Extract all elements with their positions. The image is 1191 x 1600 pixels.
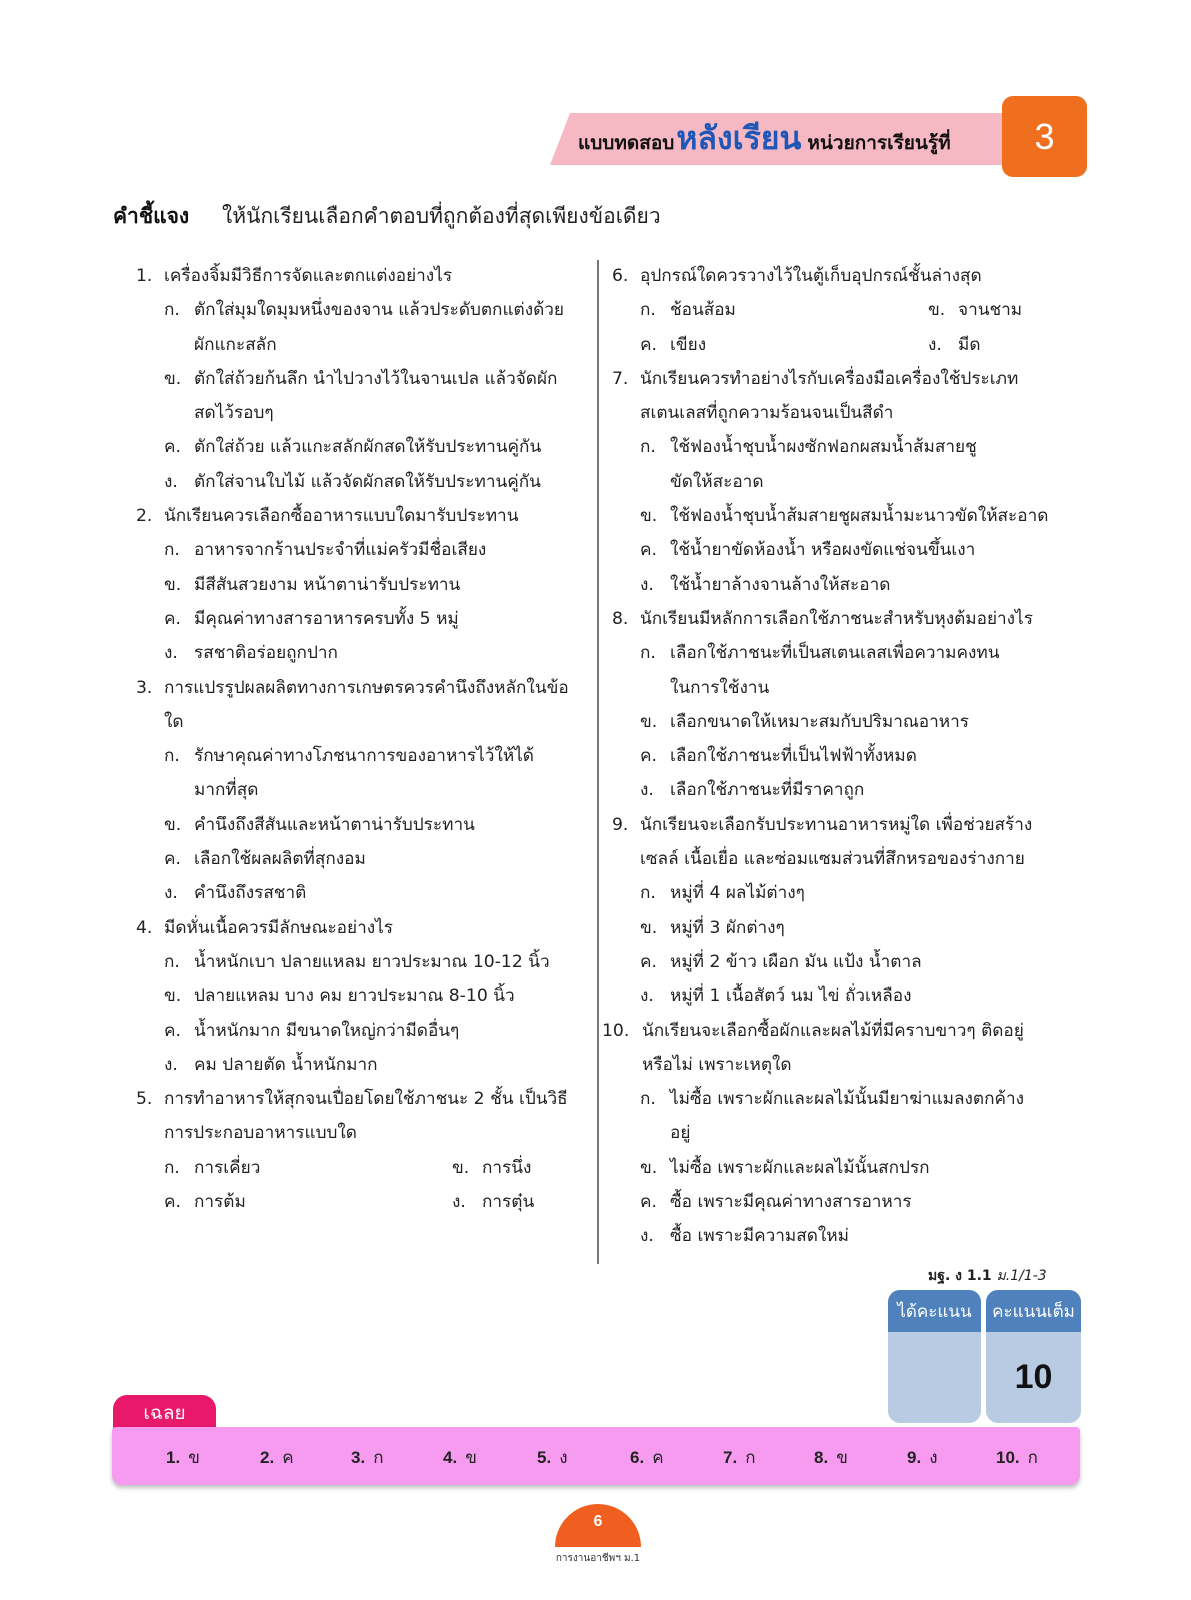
question-number: 4. — [136, 917, 153, 938]
option-text-line: ตักใส่ถ้วย แล้วแกะสลักผักสดให้รับประทานคู่กัน — [194, 437, 542, 458]
option-letter: ค. — [164, 608, 181, 629]
option-text-line: จานชาม — [958, 300, 1023, 321]
answer-number: 10. — [996, 1448, 1020, 1467]
option-letter: ค. — [640, 334, 657, 355]
question-text-line: สเตนเลสที่ถูกความร้อนจนเป็นสีดำ — [640, 403, 894, 424]
option-text — [958, 335, 981, 355]
option-text-line: ปลายแหลม บาง คม ยาวประมาณ 8-10 นิ้ว — [194, 986, 515, 1007]
option-text-line: ใช้ฟองน้ำชุบน้ำส้มสายชูผสมน้ำมะนาวขัดให้สะอาด — [670, 506, 1049, 527]
score-earned-box — [888, 1290, 981, 1423]
option-text-line: เลือกขนาดให้เหมาะสมกับปริมาณอาหาร — [670, 711, 969, 732]
answer-choice: ง — [929, 1448, 938, 1468]
answer-option — [612, 876, 1067, 910]
option-text — [194, 609, 459, 629]
answer-option — [136, 465, 586, 499]
question-stem — [136, 671, 586, 740]
option-letter: ข. — [164, 986, 182, 1007]
option-text-line: คม ปลายตัด น้ำหนักมาก — [194, 1054, 378, 1075]
question-3 — [136, 671, 586, 911]
option-text-line: มีด — [958, 334, 981, 355]
option-text — [194, 643, 338, 663]
column-divider — [597, 260, 599, 1264]
question-10 — [602, 1014, 1067, 1254]
question-text-line: การทำอาหารให้สุกจนเปื่อยโดยใช้ภาชนะ 2 ชั้น เป็นวิธี — [164, 1089, 568, 1110]
option-text-line: ซื้อ เพราะมีความสดใหม่ — [670, 1226, 849, 1247]
answer-item — [443, 1444, 477, 1471]
option-letter: ข. — [640, 711, 658, 732]
option-letter: ก. — [640, 1089, 656, 1110]
answer-number: 5. — [537, 1448, 552, 1467]
option-text-line: เลือกใช้ภาชนะที่เป็นไฟฟ้าทั้งหมด — [670, 746, 917, 767]
option-text — [194, 952, 550, 972]
question-stem — [136, 259, 586, 293]
option-text — [670, 746, 917, 766]
question-stem — [612, 259, 1067, 293]
question-number: 7. — [612, 368, 629, 389]
question-text — [164, 266, 452, 286]
question-5 — [136, 1082, 586, 1219]
answer-number: 3. — [351, 1448, 366, 1467]
answer-option — [136, 636, 586, 670]
option-row — [136, 1151, 586, 1185]
answer-option — [136, 293, 586, 362]
option-text-line: ใช้น้ำยาล้างจานล้างให้สะอาด — [670, 574, 891, 595]
answer-option — [612, 568, 1067, 602]
question-text — [164, 918, 393, 938]
option-text — [958, 300, 1022, 320]
option-text-line: ในการใช้งาน — [670, 677, 770, 698]
option-letter: ค. — [164, 1020, 181, 1041]
option-letter: ค. — [164, 849, 181, 870]
answer-choice: ค — [652, 1448, 664, 1468]
header-title — [578, 118, 978, 162]
question-text-line: นักเรียนมีหลักการเลือกใช้ภาชนะสำหรับหุงต้มอย่างไร — [640, 608, 1033, 629]
question-stem — [136, 911, 586, 945]
answer-option — [612, 945, 1067, 979]
answer-option — [612, 979, 1067, 1013]
option-letter: ก. — [164, 746, 180, 767]
answer-item — [814, 1444, 848, 1471]
option-letter: ง. — [164, 883, 178, 904]
score-full-label: คะแนนเต็ม — [986, 1290, 1081, 1332]
answer-choice: ค — [282, 1448, 294, 1468]
option-letter: ข. — [640, 917, 658, 938]
instruction-label: คำชี้แจง — [113, 203, 190, 228]
option-letter: ง. — [640, 1226, 654, 1247]
question-stem — [612, 362, 1067, 431]
answer-item — [537, 1444, 568, 1471]
option-text-line: ไม่ซื้อ เพราะผักและผลไม้นั้นสกปรก — [670, 1157, 930, 1178]
option-text — [670, 643, 999, 697]
question-number: 3. — [136, 677, 153, 698]
question-text-line: การแปรรูปผลผลิตทางการเกษตรควรคำนึงถึงหลักในข้อ — [164, 677, 569, 698]
option-text-line: มีคุณค่าทางสารอาหารครบทั้ง 5 หมู่ — [194, 608, 459, 629]
question-8 — [612, 602, 1067, 808]
option-text — [670, 335, 706, 355]
question-stem — [602, 1014, 1067, 1083]
answer-option — [136, 808, 586, 842]
question-text — [640, 609, 1033, 629]
answer-option — [612, 739, 1067, 773]
standard-code: มฐ. ง 1.1 — [928, 1268, 992, 1284]
answer-option — [612, 636, 1067, 705]
option-text-line: น้ำหนักเบา ปลายแหลม ยาวประมาณ 10-12 นิ้ว — [194, 951, 550, 972]
book-title: การงานอาชีพฯ ม.1 — [555, 1553, 641, 1564]
option-letter: ง. — [640, 986, 654, 1007]
answer-item — [260, 1444, 294, 1471]
option-text — [194, 575, 460, 595]
answer-choice: ก — [1027, 1448, 1038, 1468]
question-text — [164, 506, 518, 526]
option-text — [670, 883, 805, 903]
answer-option — [136, 1185, 424, 1219]
question-6 — [612, 259, 1067, 362]
option-text — [194, 472, 541, 492]
option-text-line: คำนึงถึงสีสันและหน้าตาน่ารับประทาน — [194, 814, 475, 835]
option-text — [670, 1158, 930, 1178]
option-letter: ข. — [640, 506, 658, 527]
answer-option — [136, 533, 586, 567]
score-full-box — [986, 1290, 1081, 1423]
question-text — [640, 815, 1032, 869]
option-letter: ก. — [640, 300, 656, 321]
answer-option — [900, 293, 1022, 327]
option-text — [482, 1192, 534, 1212]
option-text-line: น้ำหนักมาก มีขนาดใหญ่กว่ามีดอื่นๆ — [194, 1020, 460, 1041]
option-text-line: รสชาติอร่อยถูกปาก — [194, 643, 338, 664]
instruction-text: ให้นักเรียนเลือกคำตอบที่ถูกต้องที่สุดเพียงข้อเดียว — [222, 204, 661, 228]
question-9 — [612, 808, 1067, 1014]
option-text — [194, 437, 541, 457]
question-number: 6. — [612, 266, 629, 286]
answer-option — [612, 1151, 1067, 1185]
question-stem — [136, 1082, 586, 1151]
option-letter: ข. — [164, 574, 182, 595]
question-stem — [136, 499, 586, 533]
option-text-line: ตักใส่ถ้วยก้นลึก นำไปวางไว้ในจานเปล แล้วจัดผัก — [194, 368, 558, 389]
option-text — [194, 849, 366, 869]
option-text-line: สดไว้รอบๆ — [194, 403, 274, 424]
answer-number: 8. — [814, 1448, 829, 1467]
option-text — [670, 575, 890, 595]
answer-option — [424, 1151, 531, 1185]
answer-key-tab: เฉลย — [113, 1395, 216, 1431]
option-text-line: หมู่ที่ 3 ผักต่างๆ — [670, 917, 785, 938]
question-number: 5. — [136, 1089, 153, 1110]
option-letter: ค. — [164, 1192, 181, 1213]
option-letter: ง. — [164, 471, 178, 492]
question-text — [640, 369, 1018, 423]
option-text-line: เลือกใช้ภาชนะที่มีราคาถูก — [670, 780, 865, 801]
option-text — [670, 1192, 912, 1212]
answer-item — [996, 1444, 1038, 1471]
learning-standard — [928, 1265, 1047, 1287]
questions-left-column — [136, 259, 586, 1219]
option-text-line: หมู่ที่ 2 ข้าว เผือก มัน แป้ง น้ำตาล — [670, 951, 922, 972]
question-text-line: นักเรียนควรทำอย่างไรกับเครื่องมือเครื่องใช้ประเภท — [640, 368, 1019, 389]
standard-indicator: ม.1/1-3 — [996, 1268, 1047, 1284]
option-row — [612, 328, 1067, 362]
option-letter: ก. — [640, 437, 656, 458]
question-2 — [136, 499, 586, 670]
option-letter: ง. — [928, 334, 942, 355]
option-letter: ก. — [640, 883, 656, 904]
option-text — [194, 300, 564, 354]
option-letter: ง. — [452, 1192, 466, 1213]
option-text-line: รักษาคุณค่าทางโภชนาการของอาหารไว้ให้ได้ — [194, 746, 534, 767]
answer-option — [612, 705, 1067, 739]
option-letter: ก. — [164, 951, 180, 972]
score-full-value: 10 — [1014, 1358, 1053, 1396]
option-text-line: เลือกใช้ภาชนะที่เป็นสเตนเลสเพื่อความคงทน — [670, 643, 1000, 664]
option-text-line: การนึ่ง — [482, 1157, 532, 1178]
question-text — [164, 678, 569, 732]
question-1 — [136, 259, 586, 499]
option-text-line: ตักใส่มุมใดมุมหนึ่งของจาน แล้วประดับตกแต่งด้วย — [194, 300, 564, 321]
answer-option — [612, 430, 1067, 499]
option-letter: ง. — [164, 1054, 178, 1075]
option-text — [670, 437, 977, 491]
answer-option — [136, 1014, 586, 1048]
option-text-line: ใช้ฟองน้ำชุบน้ำผงซักฟอกผสมน้ำส้มสายชู — [670, 437, 977, 458]
questions-right-column — [602, 259, 1067, 1254]
question-text — [642, 1021, 1024, 1075]
option-text-line: เลือกใช้ผลผลิตที่สุกงอม — [194, 849, 366, 870]
option-text-line: การตุ๋น — [482, 1192, 535, 1213]
option-row — [136, 1185, 586, 1219]
question-number: 10. — [602, 1020, 630, 1041]
option-text-line: ไม่ซื้อ เพราะผักและผลไม้นั้นมียาฆ่าแมลงตกค้าง — [670, 1089, 1025, 1110]
answer-option — [136, 1151, 424, 1185]
option-letter: ก. — [164, 540, 180, 561]
option-text-line: หมู่ที่ 4 ผลไม้ต่างๆ — [670, 883, 805, 904]
answer-option — [136, 945, 586, 979]
option-text-line: การเคี่ยว — [194, 1157, 261, 1178]
answer-option — [136, 876, 586, 910]
answer-number: 2. — [260, 1448, 275, 1467]
answer-item — [630, 1444, 664, 1471]
score-earned-label: ได้คะแนน — [888, 1290, 981, 1332]
option-letter: ก. — [164, 1157, 180, 1178]
option-text — [670, 712, 969, 732]
answer-option — [136, 362, 586, 431]
answer-choice: ก — [373, 1448, 384, 1468]
answer-option — [136, 602, 586, 636]
option-text — [194, 746, 534, 800]
answer-item — [723, 1444, 755, 1471]
option-text — [670, 1226, 849, 1246]
answer-option — [612, 499, 1067, 533]
header-highlight: หลังเรียน — [676, 119, 802, 157]
option-text-line: เขียง — [670, 334, 707, 355]
question-stem — [612, 808, 1067, 877]
answer-option — [612, 1185, 1067, 1219]
question-text-line: หรือไม่ เพราะเหตุใด — [642, 1054, 792, 1075]
answer-number: 1. — [166, 1448, 181, 1467]
option-text-line: อาหารจากร้านประจำที่แม่ครัวมีชื่อเสียง — [194, 540, 487, 561]
question-stem — [612, 602, 1067, 636]
option-letter: ค. — [164, 437, 181, 458]
answer-option — [612, 911, 1067, 945]
option-text-line: ตักใส่จานใบไม้ แล้วจัดผักสดให้รับประทานคู่กัน — [194, 471, 541, 492]
option-text — [194, 540, 486, 560]
unit-number-badge: 3 — [1002, 96, 1087, 177]
answer-item — [351, 1444, 383, 1471]
option-text — [194, 1158, 260, 1178]
option-letter: ค. — [640, 1192, 657, 1213]
question-number: 8. — [612, 608, 629, 629]
question-text-line: ใด — [164, 711, 184, 732]
option-text-line: ช้อนส้อม — [670, 300, 736, 321]
answer-option — [612, 328, 900, 362]
option-letter: ก. — [164, 300, 180, 321]
question-text-line: มีดหั่นเนื้อควรมีลักษณะอย่างไร — [164, 917, 393, 938]
answer-option — [612, 293, 900, 327]
answer-item — [166, 1444, 200, 1471]
answer-choice: ข — [465, 1448, 477, 1468]
option-text-line: การต้ม — [194, 1192, 246, 1213]
answer-option — [900, 328, 981, 362]
option-text-line: ซื้อ เพราะมีคุณค่าทางสารอาหาร — [670, 1192, 912, 1213]
answer-number: 4. — [443, 1448, 458, 1467]
option-letter: ข. — [928, 300, 946, 321]
option-text-line: อยู่ — [670, 1123, 691, 1144]
answer-option — [136, 979, 586, 1013]
answer-option — [136, 430, 586, 464]
answer-option — [612, 533, 1067, 567]
option-letter: ค. — [640, 746, 657, 767]
page-number: 6 — [555, 1504, 641, 1547]
option-letter: ง. — [164, 643, 178, 664]
answer-option — [612, 773, 1067, 807]
option-text-line: คำนึงถึงรสชาติ — [194, 883, 307, 904]
answer-choice: ก — [745, 1448, 756, 1468]
question-text-line: เครื่องจิ้มมีวิธีการจัดและตกแต่งอย่างไร — [164, 266, 453, 286]
option-text — [670, 780, 864, 800]
option-text-line: ผักแกะสลัก — [194, 334, 277, 355]
option-row — [612, 293, 1067, 327]
answer-number: 7. — [723, 1448, 738, 1467]
option-text — [482, 1158, 531, 1178]
option-text-line: ขัดให้สะอาด — [670, 471, 764, 492]
option-text — [670, 952, 922, 972]
option-text-line: หมู่ที่ 1 เนื้อสัตว์ นม ไข่ ถั่วเหลือง — [670, 986, 912, 1007]
answer-option — [612, 1219, 1067, 1253]
option-text — [194, 369, 557, 423]
answer-number: 9. — [907, 1448, 922, 1467]
question-number: 1. — [136, 266, 153, 286]
option-letter: ง. — [640, 574, 654, 595]
header-prefix: แบบทดสอบ — [578, 132, 675, 154]
answer-choice: ง — [559, 1448, 568, 1468]
question-number: 2. — [136, 506, 153, 527]
option-letter: ค. — [640, 951, 657, 972]
answer-option — [612, 1082, 1067, 1151]
question-text — [164, 1089, 568, 1143]
question-text-line: เซลล์ เนื้อเยื่อ และซ่อมแซมส่วนที่สึกหรอของร่างกาย — [640, 849, 1025, 870]
option-text-line: มีสีสันสวยงาม หน้าตาน่ารับประทาน — [194, 574, 461, 595]
question-text-line: นักเรียนจะเลือกรับประทานอาหารหมู่ใด เพื่อช่วยสร้าง — [640, 814, 1033, 835]
answer-choice: ข — [836, 1448, 848, 1468]
question-text — [640, 266, 982, 286]
option-letter: ก. — [640, 643, 656, 664]
option-text — [670, 506, 1048, 526]
answer-option — [136, 1048, 586, 1082]
option-text — [194, 1021, 459, 1041]
answer-number: 6. — [630, 1448, 645, 1467]
option-text — [194, 883, 306, 903]
answer-option — [136, 568, 586, 602]
option-letter: ข. — [640, 1157, 658, 1178]
answer-option — [136, 842, 586, 876]
answer-item — [907, 1444, 938, 1471]
answer-choice: ข — [188, 1448, 200, 1468]
option-text — [194, 986, 515, 1006]
question-text-line: นักเรียนจะเลือกซื้อผักและผลไม้ที่มีคราบขาวๆ ติดอยู่ — [642, 1020, 1024, 1041]
option-text — [194, 815, 475, 835]
option-text-line: มากที่สุด — [194, 780, 259, 801]
option-letter: ง. — [640, 780, 654, 801]
option-letter: ข. — [164, 814, 182, 835]
option-text — [670, 300, 736, 320]
question-text-line: อุปกรณ์ใดควรวางไว้ในตู้เก็บอุปกรณ์ชั้นล่างสุด — [640, 266, 982, 286]
answer-option — [136, 739, 586, 808]
option-text — [670, 918, 785, 938]
header-suffix: หน่วยการเรียนรู้ที่ — [807, 132, 951, 154]
option-letter: ข. — [164, 368, 182, 389]
question-number: 9. — [612, 814, 629, 835]
option-text — [194, 1055, 378, 1075]
option-text — [670, 1089, 1024, 1143]
option-letter: ค. — [640, 540, 657, 561]
question-4 — [136, 911, 586, 1082]
option-letter: ข. — [452, 1157, 470, 1178]
answer-option — [424, 1185, 534, 1219]
option-text — [670, 540, 975, 560]
option-text-line: ใช้น้ำยาขัดห้องน้ำ หรือผงขัดแช่จนขึ้นเงา — [670, 540, 976, 561]
option-text — [194, 1192, 246, 1212]
option-text — [670, 986, 911, 1006]
question-text-line: นักเรียนควรเลือกซื้ออาหารแบบใดมารับประทาน — [164, 506, 519, 527]
question-7 — [612, 362, 1067, 602]
question-text-line: การประกอบอาหารแบบใด — [164, 1123, 357, 1144]
